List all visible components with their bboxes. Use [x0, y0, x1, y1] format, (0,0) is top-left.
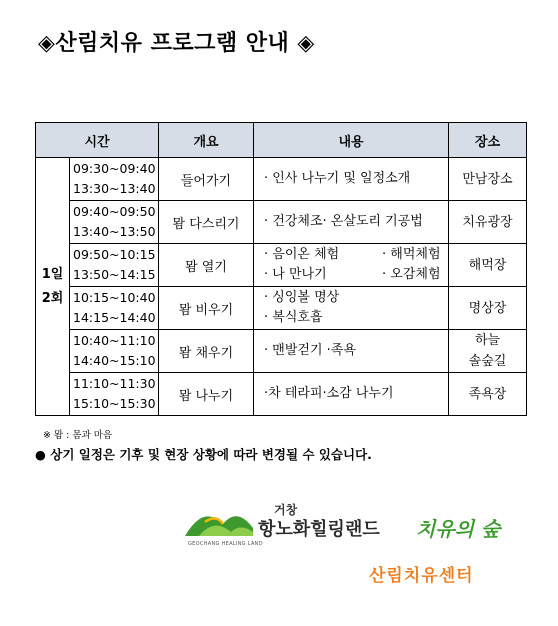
place-cell: 명상장: [449, 287, 527, 330]
overview-cell: 들어가기: [159, 158, 254, 201]
session-label: 2회: [41, 290, 64, 306]
place-cell: 해먹장: [449, 244, 527, 287]
table-row: [36, 244, 527, 287]
content-line: [264, 265, 448, 285]
table-row: [36, 158, 527, 201]
time-morning: 09:50~10:15: [73, 247, 156, 262]
table-row: [36, 287, 527, 330]
content-item: · 나 만나기: [264, 267, 327, 282]
place-cell: 만남장소: [449, 158, 527, 201]
content-cell: [254, 244, 449, 287]
place-cell: 치유광장: [449, 201, 527, 244]
content-item: · 싱잉볼 명상: [264, 290, 340, 305]
place-line: 솔숲길: [468, 354, 507, 369]
table-row: [36, 330, 527, 373]
content-item: · 오감체험: [382, 267, 441, 282]
time-morning: 09:40~09:50: [73, 204, 156, 219]
content-cell: · 맨발걷기 ·족욕: [254, 330, 449, 373]
place-cell: [449, 330, 527, 373]
header-time: 시간: [36, 123, 159, 158]
content-line: [264, 245, 448, 265]
notice-text: ● 상기 일정은 기후 및 현장 상황에 따라 변경될 수 있습니다.: [35, 447, 372, 462]
place-cell: 족욕장: [449, 373, 527, 416]
center-name: 산림치유센터: [369, 566, 474, 586]
time-afternoon: 13:50~14:15: [73, 267, 156, 282]
table-header-row: [36, 123, 527, 158]
day-cell: [36, 158, 70, 416]
time-cell: [70, 201, 159, 244]
header-place: 장소: [449, 123, 527, 158]
table-row: [36, 201, 527, 244]
content-item: · 복식호흡: [264, 310, 323, 325]
overview-cell: 뫔 다스리기: [159, 201, 254, 244]
content-cell: · 인사 나누기 및 일정소개: [254, 158, 449, 201]
schedule-table: [35, 122, 527, 416]
time-cell: [70, 373, 159, 416]
table-row: [36, 373, 527, 416]
time-cell: [70, 330, 159, 373]
mountain-logo-icon: [183, 502, 255, 542]
content-item: · 해먹체험: [382, 247, 441, 262]
header-overview: 개요: [159, 123, 254, 158]
logo-subtitle: GEOCHANG HEALING LAND: [188, 541, 263, 547]
time-afternoon: 14:40~15:10: [73, 353, 156, 368]
brand-name: 항노화힐링랜드: [258, 519, 380, 540]
time-morning: 10:40~11:10: [73, 333, 156, 348]
content-cell: ·차 테라피·소감 나누기: [254, 373, 449, 416]
time-morning: 11:10~11:30: [73, 376, 156, 391]
overview-cell: 뫔 나누기: [159, 373, 254, 416]
place-line: 하늘: [474, 333, 501, 348]
overview-cell: 뫔 비우기: [159, 287, 254, 330]
overview-cell: 뫔 채우기: [159, 330, 254, 373]
footnote: ※ 뫔 : 몸과 마음: [43, 430, 113, 441]
content-cell: · 건강체조· 온살도리 기공법: [254, 201, 449, 244]
content-item: · 음이온 체험: [264, 247, 340, 262]
time-afternoon: 13:30~13:40: [73, 181, 156, 196]
time-cell: [70, 244, 159, 287]
time-afternoon: 15:10~15:30: [73, 396, 156, 411]
time-afternoon: 13:40~13:50: [73, 224, 156, 239]
header-content: 내용: [254, 123, 449, 158]
time-cell: [70, 287, 159, 330]
overview-cell: 뫔 열기: [159, 244, 254, 287]
brand-region: 거창: [274, 503, 298, 517]
time-cell: [70, 158, 159, 201]
content-cell: [254, 287, 449, 330]
time-morning: 09:30~09:40: [73, 161, 156, 176]
brand-slogan: 치유의 숲: [416, 517, 501, 541]
page-title: ◈산림치유 프로그램 안내 ◈: [38, 31, 315, 56]
time-afternoon: 14:15~14:40: [73, 310, 156, 325]
time-morning: 10:15~10:40: [73, 290, 156, 305]
day-label: 1일: [41, 266, 64, 282]
